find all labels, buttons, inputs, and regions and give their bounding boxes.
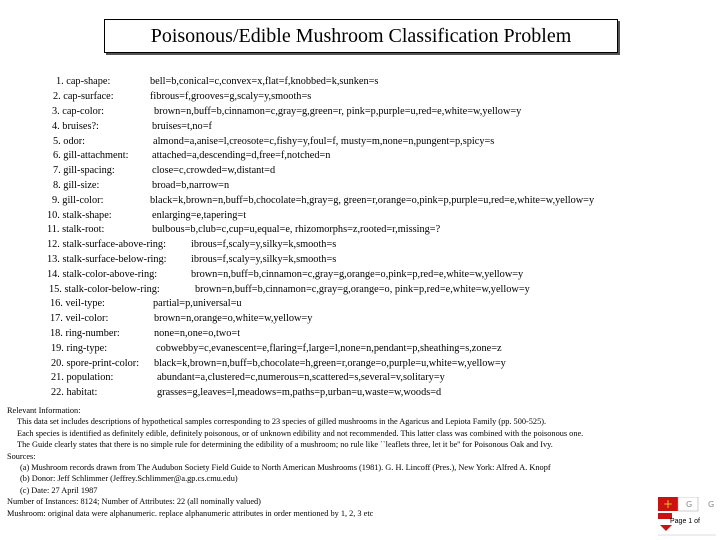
attribute-label: 4. bruises?: [52, 121, 99, 132]
attribute-values: grasses=g,leaves=l,meadows=m,paths=p,urban=u,waste=w,woods=d [157, 387, 442, 398]
relevant-information [7, 405, 719, 519]
slide-title-text: Poisonous/Edible Mushroom Classification Problem [150, 24, 572, 47]
attribute-label: 15. stalk-color-below-ring: [49, 284, 160, 295]
attribute-values: bruises=t,no=f [152, 121, 212, 132]
crest-mark-icon: G [708, 500, 715, 509]
attribute-label: 7. gill-spacing: [53, 165, 115, 176]
university-crest-logo [658, 497, 716, 537]
attribute-values: almond=a,anise=l,creosote=c,fishy=y,foul=f, musty=m,none=n,pungent=p,spicy=s [153, 136, 495, 147]
attribute-values: bell=b,conical=c,convex=x,flat=f,knobbed=k,sunken=s [150, 76, 379, 87]
attribute-values: ibrous=f,scaly=y,silky=k,smooth=s [191, 239, 337, 250]
attribute-values: brown=n,buff=b,cinnamon=c,gray=g,orange=o, pink=p,red=e,white=w,yellow=y [195, 284, 530, 295]
attribute-values: none=n,one=o,two=t [154, 328, 241, 339]
attribute-values: abundant=a,clustered=c,numerous=n,scattered=s,several=v,solitary=y [157, 372, 445, 383]
mushroom-note: Mushroom: original data were alphanumeric. replace alphanumeric attributes in order mentioned by 1, 2, 3 etc [7, 508, 374, 518]
attribute-values: cobwebby=c,evanescent=e,flaring=f,large=l,none=n,pendant=p,sheathing=s,zone=z [156, 343, 502, 354]
attribute-label: 1. cap-shape: [56, 76, 111, 87]
source-item: (c) Date: 27 April 1987 [20, 485, 98, 495]
attribute-label: 5. odor: [53, 136, 86, 147]
relevant-text: The Guide clearly states that there is no simple rule for determining the edibility of a mushroom; no rule like ``leaflets three, let it be'' for Poisonous Oak and Ivy. [17, 440, 553, 450]
attribute-label: 18. ring-number: [50, 328, 120, 339]
slide-title [104, 19, 618, 53]
attribute-values: broad=b,narrow=n [152, 180, 230, 191]
attribute-values: black=k,brown=n,buff=b,chocolate=h,green=r,orange=o,purple=u,white=w,yellow=y [154, 358, 506, 369]
attribute-label: 14. stalk-color-above-ring: [47, 269, 158, 280]
instances-text: Number of Instances: 8124; Number of Attributes: 22 (all nominally valued) [7, 497, 261, 507]
attribute-values: enlarging=e,tapering=t [152, 210, 247, 221]
attribute-label: 22. habitat: [51, 387, 98, 398]
attribute-label: 21. population: [51, 372, 114, 383]
attribute-label: 16. veil-type: [50, 298, 105, 309]
attribute-label: 20. spore-print-color: [51, 358, 140, 369]
source-item: (a) Mushroom records drawn from The Audubon Society Field Guide to North American Mushrooms (1981). G. H. Lincoff (Pres.), New York: Alfred A. Knopf [20, 462, 551, 472]
attribute-label: 12. stalk-surface-above-ring: [47, 239, 166, 250]
attribute-values: attached=a,descending=d,free=f,notched=n [152, 150, 331, 161]
attribute-values: fibrous=f,grooves=g,scaly=y,smooth=s [150, 91, 312, 102]
relevant-text: Each species is identified as definitely edible, definitely poisonous, or of unknown edibility and not recommended. This latter class was combined with the poisonous one. [17, 428, 584, 438]
source-item: (b) Donor: Jeff Schlimmer (Jeffrey.Schlimmer@a.gp.cs.cmu.edu) [20, 474, 238, 484]
attribute-label: 11. stalk-root: [47, 224, 105, 235]
attribute-label: 9. gill-color: [52, 195, 104, 206]
attribute-label: 3. cap-color: [52, 106, 105, 117]
attribute-label: 19. ring-type: [51, 343, 108, 354]
sources-heading: Sources: [7, 451, 36, 461]
attribute-values: partial=p,universal=u [153, 298, 242, 309]
page-label: Page 1 of [670, 518, 700, 525]
relevant-text: This data set includes descriptions of hypothetical samples corresponding to 23 species of gilled mushrooms in the Agaricus and Lepiota Family (pp. 500-525). [17, 417, 547, 427]
attribute-values: brown=n,orange=o,white=w,yellow=y [154, 313, 313, 324]
attribute-values: black=k,brown=n,buff=b,chocolate=h,gray=g, green=r,orange=o,pink=p,purple=u,red=e,white=w,yellow=y [150, 195, 595, 206]
attribute-label: 8. gill-size: [53, 180, 100, 191]
attribute-values: ibrous=f,scaly=y,silky=k,smooth=s [191, 254, 337, 265]
attribute-values: close=c,crowded=w,distant=d [152, 165, 276, 176]
crest-chevron-icon [660, 525, 672, 531]
crest-cross-icon: + [662, 497, 674, 511]
attribute-label: 6. gill-attachment: [53, 150, 129, 161]
attribute-label: 2. cap-surface: [53, 91, 114, 102]
attribute-values: bulbous=b,club=c,cup=u,equal=e, rhizomorphs=z,rooted=r,missing=? [152, 224, 441, 235]
attribute-label: 10. stalk-shape: [47, 210, 112, 221]
attribute-label: 17. veil-color: [50, 313, 109, 324]
attribute-values: brown=n,buff=b,cinnamon=c,gray=g,green=r, pink=p,purple=u,red=e,white=w,yellow=y [154, 106, 522, 117]
attribute-values: brown=n,buff=b,cinnamon=c,gray=g,orange=o,pink=p,red=e,white=w,yellow=y [191, 269, 524, 280]
attribute-label: 13. stalk-surface-below-ring: [47, 254, 167, 265]
crest-mark-icon: G [686, 500, 693, 509]
relevant-heading: Relevant Information: [7, 406, 81, 415]
